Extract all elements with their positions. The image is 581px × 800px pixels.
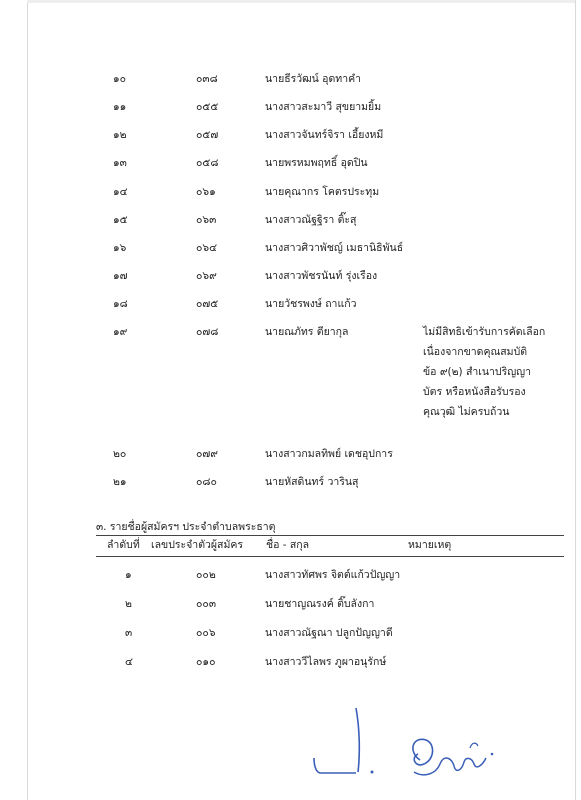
row-number: ๑ [125, 569, 132, 581]
candidate-id: ๐๖๑ [196, 186, 216, 198]
candidate-id: ๐๗๙ [196, 448, 218, 460]
row-number: ๒ [125, 598, 132, 610]
candidate-id: ๐๘๐ [196, 476, 217, 488]
candidate-id: ๐๖๙ [196, 270, 217, 282]
header-name: ชื่อ - สกุล [266, 539, 310, 551]
remark-line: คุณวุฒิ ไม่ครบถ้วน [423, 406, 510, 418]
page-left-edge [27, 0, 28, 800]
candidate-name: นายหัสดินทร์ วารินสุ [265, 476, 359, 488]
candidate-id: ๐๑๐ [196, 656, 216, 668]
row-number: ๔ [125, 656, 133, 668]
candidate-name: นางสาวศิวาพัชญ์ เมธานิธิพันธ์ [265, 242, 404, 254]
row-number: ๑๖ [113, 242, 127, 254]
candidate-id: ๐๗๘ [196, 326, 219, 338]
row-number: ๒๑ [113, 476, 127, 488]
header-no: ลำดับที่ [107, 539, 140, 551]
row-number: ๑๙ [113, 326, 128, 338]
row-number: ๑๓ [113, 157, 127, 169]
remark-line: เนื่องจากขาดคุณสมบัติ [423, 346, 528, 358]
candidate-id: ๐๖๓ [196, 214, 217, 226]
remark-line: ข้อ ๙(๒) สำเนาปริญญา [423, 366, 532, 378]
candidate-id: ๐๕๗ [196, 129, 219, 141]
candidate-name: นางสาวพัชรนันท์ รุ่งเรือง [265, 270, 378, 282]
signature-2 [400, 730, 500, 790]
candidate-name: นายคุณากร โคตรประทุม [265, 186, 380, 198]
candidate-name: นายธีรวัฒน์ อุดทาคำ [265, 73, 362, 85]
candidate-name: นายพรหมพฤทธิ์ อุดปิน [265, 157, 368, 169]
candidate-name: นายวัชรพงษ์ ถาแก้ว [265, 298, 357, 310]
row-number: ๑๒ [113, 129, 127, 141]
header-note: หมายเหตุ [408, 539, 452, 551]
candidate-id: ๐๐๓ [196, 598, 216, 610]
candidate-name: นางสาวกมลทิพย์ เดชอุปการ [265, 448, 393, 460]
section3-title: ๓. รายชื่อผู้สมัครฯ ประจำตำบลพระธาตุ [96, 521, 276, 533]
page-right-edge [575, 0, 576, 800]
candidate-name: นางสาวณัฐณา ปลูกปัญญาดี [265, 627, 393, 639]
table-top-rule [96, 535, 564, 536]
row-number: ๓ [125, 627, 133, 639]
candidate-name: นางสาวจันทร์จิรา เอี้ยงหมี [265, 129, 384, 141]
header-id: เลขประจำตัวผู้สมัคร [151, 539, 244, 551]
candidate-name: นางสาวทัศพร จิตต์แก้วปัญญา [265, 569, 401, 581]
row-number: ๑๑ [113, 101, 127, 113]
remark-line: ไม่มีสิทธิเข้ารับการคัดเลือก [423, 326, 546, 338]
row-number: ๑๗ [113, 270, 128, 282]
row-number: ๑๐ [113, 73, 127, 85]
row-number: ๒๐ [113, 448, 127, 460]
page-top-edge [27, 0, 575, 3]
candidate-name: นางสาวณัฐฐิรา ติ๊ะสุ [265, 214, 357, 226]
candidate-id: ๐๖๔ [196, 242, 218, 254]
row-number: ๑๔ [113, 186, 128, 198]
candidate-id: ๐๓๘ [196, 73, 218, 85]
signature-1 [300, 700, 390, 780]
candidate-name: นายณภัทร ตียากุล [265, 326, 349, 338]
candidate-name: นายชาญณรงค์ ติ๊บลังกา [265, 598, 375, 610]
candidate-id: ๐๕๘ [196, 157, 219, 169]
remark-line: บัตร หรือหนังสือรับรอง [423, 386, 526, 398]
candidate-id: ๐๗๕ [196, 298, 219, 310]
candidate-id: ๐๐๒ [196, 569, 216, 581]
candidate-name: นางสาวสะมาวี สุขยามยิ้ม [265, 101, 382, 113]
row-number: ๑๘ [113, 298, 128, 310]
row-number: ๑๕ [113, 214, 128, 226]
candidate-name: นางสาววีไลพร ภูผาอนุรักษ์ [265, 656, 387, 668]
candidate-id: ๐๕๕ [196, 101, 219, 113]
candidate-id: ๐๐๖ [196, 627, 216, 639]
table-header-rule [96, 556, 564, 557]
